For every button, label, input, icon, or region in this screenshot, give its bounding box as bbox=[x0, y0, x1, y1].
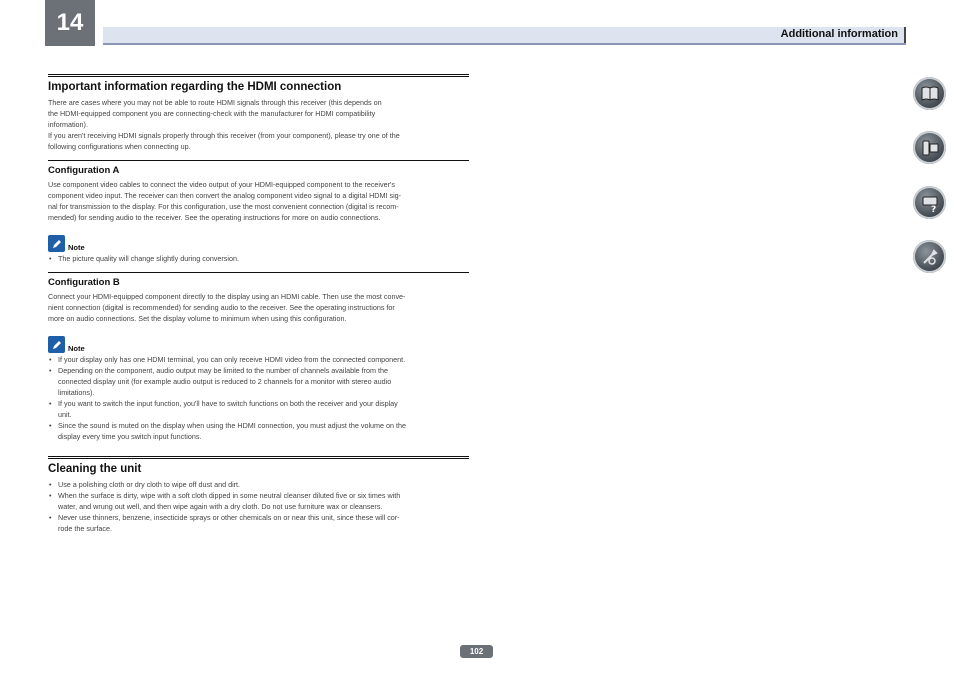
page-number: 102 bbox=[460, 645, 493, 658]
hdmi-intro-line: There are cases where you may not be able to route HDMI signals through this receiver (this depends on bbox=[48, 98, 382, 107]
list-line: unit. bbox=[58, 410, 72, 419]
list-line: If your display only has one HDMI terminal, you can only receive HDMI video from the connected component. bbox=[58, 355, 406, 364]
hdmi-intro-line: information). bbox=[48, 120, 88, 129]
list-line: Depending on the component, audio output may be limited to the number of channels available from the bbox=[58, 366, 389, 375]
list-line: Use a polishing cloth or dry cloth to wipe off dust and dirt. bbox=[58, 480, 241, 489]
book-icon[interactable] bbox=[913, 77, 946, 110]
list-item bbox=[48, 420, 469, 442]
hdmi-intro-line: the HDMI-equipped component you are connecting-check with the manufacturer for HDMI compatibility bbox=[48, 109, 376, 118]
main-content bbox=[48, 74, 469, 534]
hdmi-intro-line: If you aren't receiving HDMI signals properly through this receiver (from your component), please try one of the bbox=[48, 131, 400, 140]
config-a-line: component video input. The receiver can then convert the analog component video signal to a digital HDMI sig- bbox=[48, 191, 402, 200]
note-label: Note bbox=[68, 344, 85, 353]
hdmi-intro-line: following configurations when connecting up. bbox=[48, 142, 191, 151]
list-line: Never use thinners, benzene, insecticide sprays or other chemicals on or near this unit, since these will cor- bbox=[58, 513, 400, 522]
list-line: water, and wrung out well, and then wipe again with a dry cloth. Do not use furniture wax or cleansers. bbox=[58, 502, 383, 511]
config-a-line: mended) for sending audio to the receiver. See the operating instructions for more on audio connections. bbox=[48, 213, 381, 222]
list-line: When the surface is dirty, wipe with a soft cloth dipped in some neutral cleanser diluted five or six times with bbox=[58, 491, 401, 500]
chapter-number: 14 bbox=[45, 0, 95, 46]
config-a-line: Use component video cables to connect the video output of your HDMI-equipped component to the receiver's bbox=[48, 180, 395, 189]
troubleshooting-icon[interactable] bbox=[913, 186, 946, 219]
note-heading bbox=[48, 336, 469, 353]
cleaning-section-title: Cleaning the unit bbox=[48, 456, 469, 475]
config-b-line: nient connection (digital is recommended) for sending audio to the receiver. See the operating instructions for bbox=[48, 303, 395, 312]
config-a-line: nal for transmission to the display. For this configuration, use the most convenient connection (digital is recom- bbox=[48, 202, 399, 211]
note-heading bbox=[48, 235, 469, 252]
config-a-title: Configuration A bbox=[48, 160, 469, 176]
config-a-notes bbox=[48, 253, 469, 264]
list-item: • The picture quality will change slightly during conversion. bbox=[48, 253, 469, 264]
list-item bbox=[48, 398, 469, 420]
list-item bbox=[48, 490, 469, 512]
list-item bbox=[48, 479, 469, 490]
header-tick bbox=[904, 27, 906, 43]
config-b-line: Connect your HDMI-equipped component directly to the display using an HDMI cable. Then use the most conve- bbox=[48, 292, 406, 301]
section-label: Additional information bbox=[780, 28, 898, 40]
config-b-notes bbox=[48, 354, 469, 442]
settings-tools-icon[interactable] bbox=[913, 240, 946, 273]
config-b-line: more on audio connections. Set the display volume to minimum when using this configuration. bbox=[48, 314, 347, 323]
list-item bbox=[48, 365, 469, 398]
list-line: connected display unit (for example audio output is reduced to 2 channels for a monitor with stereo audio bbox=[58, 377, 392, 386]
note-pencil-icon bbox=[48, 235, 65, 252]
note-label: Note bbox=[68, 243, 85, 252]
list-item bbox=[48, 512, 469, 534]
list-line: rode the surface. bbox=[58, 524, 112, 533]
list-line: display every time you switch input functions. bbox=[58, 432, 202, 441]
header-bar bbox=[103, 27, 906, 45]
list-item bbox=[48, 354, 469, 365]
svg-text:?: ? bbox=[930, 204, 936, 213]
cleaning-list bbox=[48, 479, 469, 534]
list-line: If you want to switch the input function, you'll have to switch functions on both the receiver and your display bbox=[58, 399, 398, 408]
hdmi-section-title: Important information regarding the HDMI connection bbox=[48, 74, 469, 93]
list-line: Since the sound is muted on the display when using the HDMI connection, you must adjust the volume on the bbox=[58, 421, 406, 430]
config-b-title: Configuration B bbox=[48, 272, 469, 288]
remote-receiver-icon[interactable] bbox=[913, 131, 946, 164]
list-line: limitations). bbox=[58, 388, 95, 397]
note-pencil-icon bbox=[48, 336, 65, 353]
